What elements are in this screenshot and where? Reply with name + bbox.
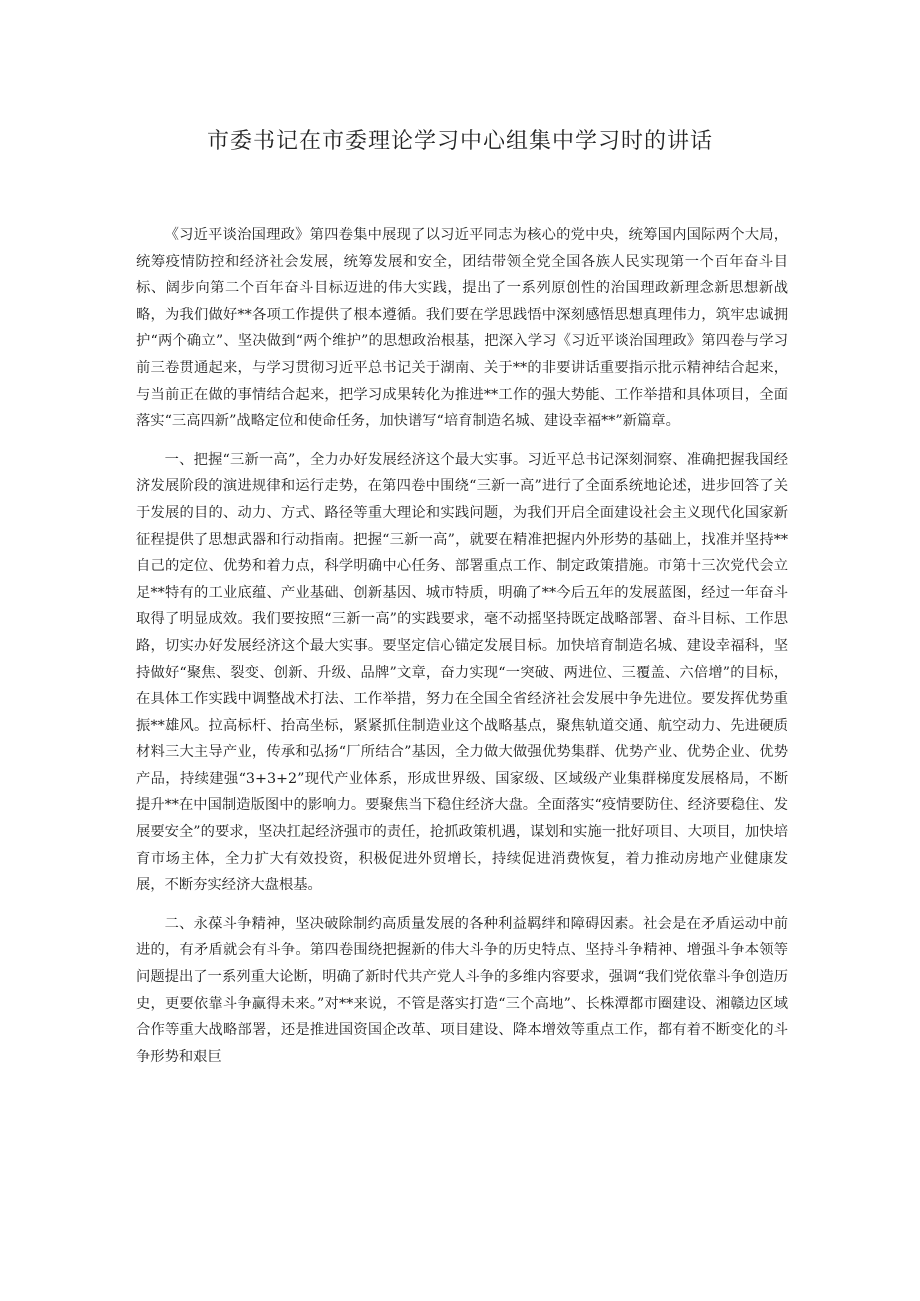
document-title: 市委书记在市委理论学习中心组集中学习时的讲话 [206, 129, 713, 154]
paragraph-section-one: 一、把握“三新一高”，全力办好发展经济这个最大实事。习近平总书记深刻洞察、准确把握我国经济发展阶段的演进规律和运行走势，在第四卷中围绕“三新一高”进行了全面系统地论述，进步回答了关于发展的目的、动力、方式、路径等重大理论和实践问题，为我们开启全面建设社会主义现代化国家新征程提供了思想武器和行动指南。把握“三新一高”，就要在精准把握内外形势的基础上，找准并坚持**自己的定位、优势和着力点，科学明确中心任务、部署重点工作、制定政策措施。市第十三次党代会立足**特有的工业底蕴、产业基础、创新基因、城市特质，明确了**今后五年的发展蓝图，经过一年奋斗取得了明显成效。我们要按照“三新一高”的实践要求，毫不动摇坚持既定战略部署、奋斗目标、工作思路，切实办好发展经济这个最大实事。要坚定信心锚定发展目标。加快培育制造名城、建设幸福科，坚持做好“聚焦、裂变、创新、升级、品牌”文章，奋力实现“一突破、两进位、三覆盖、六倍增”的目标，在具体工作实践中调整战术打法、工作举措，努力在全国全省经济社会发展中争先进位。要发挥优势重振**雄风。拉高标杆、抬高坐标，紧紧抓住制造业这个战略基点，聚焦轨道交通、航空动力、先进硬质材料三大主导产业，传承和弘扬“厂所结合”基因，全力做大做强优势集群、优势产业、优势企业、优势产品，持续建强“3+3+2”现代产业体系，形成世界级、国家级、区域级产业集群梯度发展格局，不断提升**在中国制造版图中的影响力。要聚焦当下稳住经济大盘。全面落实“疫情要防住、经济要稳住、发展要安全”的要求，坚决扛起经济强市的责任，抢抓政策机遇，谋划和实施一批好项目、大项目，加快培育市场主体，全力扩大有效投资，积极促进外贸增长，持续促进消费恢复，着力推动房地产业健康发展，不断夯实经济大盘根基。 [136, 451, 788, 894]
paragraph-section-two: 二、永葆斗争精神，坚决破除制约高质量发展的各种利益羁绊和障碍因素。社会是在矛盾运动中前进的，有矛盾就会有斗争。第四卷围绕把握新的伟大斗争的历史特点、坚持斗争精神、增强斗争本领等问题提出了一系列重大论断，明确了新时代共产党人斗争的多维内容要求，强调“我们党依靠斗争创造历史，更要依靠斗争赢得未来。”对**来说，不管是落实打造“三个高地”、长株潭都市圈建设、湘赣边区域合作等重大战略部署，还是推进国资国企改革、项目建设、降本增效等重点工作，都有着不断变化的斗争形势和艰巨 [136, 915, 788, 1065]
document-body [136, 222, 788, 1082]
paragraph-intro: 《习近平谈治国理政》第四卷集中展现了以习近平同志为核心的党中央，统筹国内国际两个大局，统筹疫情防控和经济社会发展，统筹发展和安全，团结带领全党全国各族人民实现第一个百年奋斗目标、阔步向第二个百年奋斗目标迈进的伟大实践，提出了一系列原创性的治国理政新理念新思想新战略，为我们做好**各项工作提供了根本遵循。我们要在学思践悟中深刻感悟思想真理伟力，筑牢忠诚拥护“两个确立”、坚决做到“两个维护”的思想政治根基，把深入学习《习近平谈治国理政》第四卷与学习前三卷贯通起来，与学习贯彻习近平总书记关于湖南、关于**的非要讲话重要指示批示精神结合起来，与当前正在做的事情结合起来，把学习成果转化为推进**工作的强大势能、工作举措和具体项目，全面落实“三高四新”战略定位和使命任务，加快谱写“培育制造名城、建设幸福**”新篇章。 [136, 227, 788, 430]
